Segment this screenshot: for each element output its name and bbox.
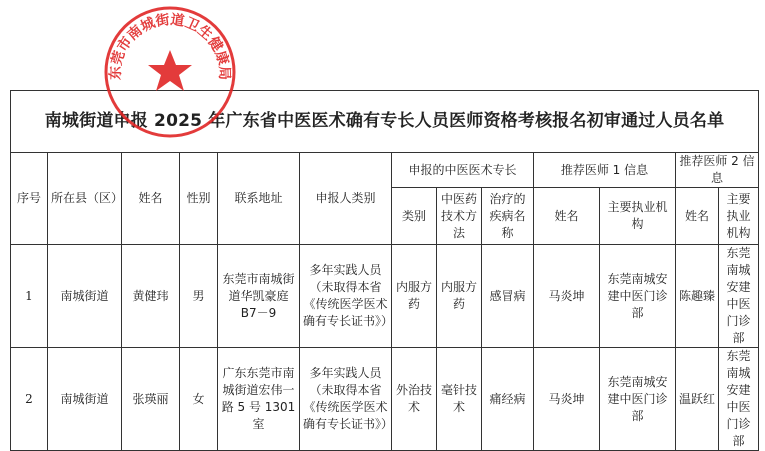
cell-doctor2-org: 东莞南城安建中医门诊部 xyxy=(719,348,759,451)
header-doctor1-name: 姓名 xyxy=(534,188,600,245)
cell-specialty-type: 内服方药 xyxy=(392,245,437,348)
header-doctor2-org: 主要执业机构 xyxy=(719,188,759,245)
header-specialty-group: 申报的中医医术专长 xyxy=(392,153,534,188)
table-row xyxy=(11,348,759,451)
cell-doctor1-name: 马炎坤 xyxy=(534,245,600,348)
header-specialty-disease: 治疗的疾病名称 xyxy=(482,188,534,245)
header-name: 姓名 xyxy=(122,153,180,245)
header-doctor2-group: 推荐医师 2 信息 xyxy=(676,153,759,188)
header-doctor1-org: 主要执业机构 xyxy=(600,188,676,245)
cell-address: 广东东莞市南城街道宏伟一路 5 号 1301 室 xyxy=(218,348,300,451)
cell-county: 南城街道 xyxy=(48,348,122,451)
cell-doctor1-org: 东莞南城安建中医门诊部 xyxy=(600,245,676,348)
header-index: 序号 xyxy=(11,153,48,245)
header-specialty-type: 类别 xyxy=(392,188,437,245)
cell-index: 2 xyxy=(11,348,48,451)
cell-county: 南城街道 xyxy=(48,245,122,348)
header-address: 联系地址 xyxy=(218,153,300,245)
star-icon xyxy=(148,50,192,91)
cell-name: 黄健玮 xyxy=(122,245,180,348)
header-specialty-method: 中医药技术方法 xyxy=(437,188,482,245)
header-doctor2-name: 姓名 xyxy=(676,188,719,245)
cell-doctor2-org: 东莞南城安建中医门诊部 xyxy=(719,245,759,348)
cell-doctor2-name: 陈趣臻 xyxy=(676,245,719,348)
cell-specialty-type: 外治技术 xyxy=(392,348,437,451)
cell-specialty-method: 毫针技术 xyxy=(437,348,482,451)
roster-table xyxy=(10,90,759,451)
cell-address: 东莞市南城街道华凯豪庭B7－9 xyxy=(218,245,300,348)
cell-specialty-disease: 感冒病 xyxy=(482,245,534,348)
cell-category: 多年实践人员（未取得本省《传统医学医术确有专长证书》） xyxy=(300,348,392,451)
page-title: 南城街道申报 2025 年广东省中医医术确有专长人员医师资格考核报名初审通过人员名单 xyxy=(11,91,759,153)
cell-specialty-disease: 痛经病 xyxy=(482,348,534,451)
seal-text: 东莞市南城街道卫生健康局 xyxy=(107,12,233,81)
table-row xyxy=(11,245,759,348)
cell-doctor2-name: 温跃红 xyxy=(676,348,719,451)
cell-name: 张瑛丽 xyxy=(122,348,180,451)
cell-doctor1-org: 东莞南城安建中医门诊部 xyxy=(600,348,676,451)
cell-gender: 女 xyxy=(180,348,218,451)
cell-specialty-method: 内服方药 xyxy=(437,245,482,348)
cell-index: 1 xyxy=(11,245,48,348)
header-county: 所在县（区） xyxy=(48,153,122,245)
header-category: 申报人类别 xyxy=(300,153,392,245)
cell-gender: 男 xyxy=(180,245,218,348)
cell-doctor1-name: 马炎坤 xyxy=(534,348,600,451)
header-gender: 性别 xyxy=(180,153,218,245)
header-doctor1-group: 推荐医师 1 信息 xyxy=(534,153,676,188)
cell-category: 多年实践人员（未取得本省《传统医学医术确有专长证书》） xyxy=(300,245,392,348)
